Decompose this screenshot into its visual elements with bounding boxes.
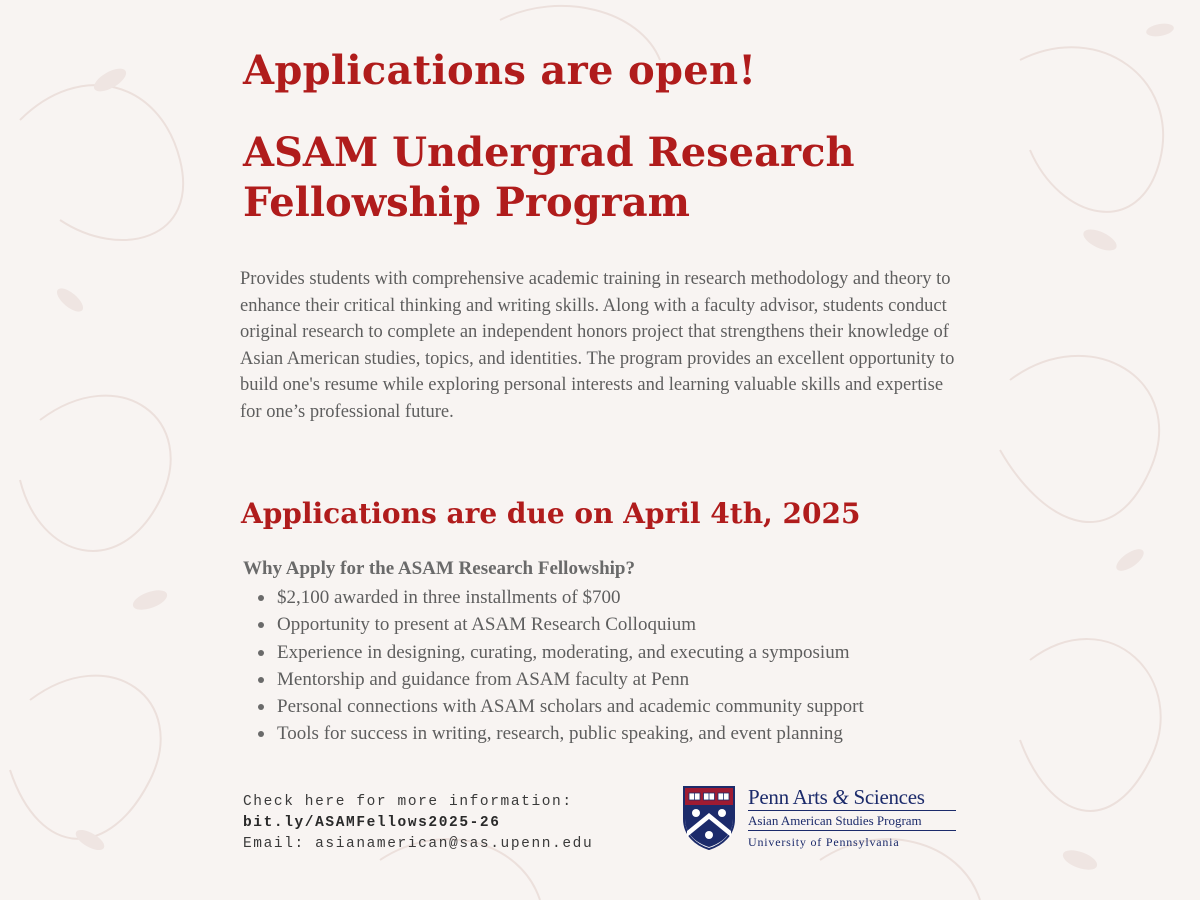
bullet-icon xyxy=(258,622,264,628)
bullet-icon xyxy=(258,704,264,710)
program-title: ASAM Undergrad Research Fellowship Program xyxy=(243,129,855,226)
benefits-list xyxy=(258,584,864,748)
logo-university: University of Pennsylvania xyxy=(748,835,900,849)
benefit-text: $2,100 awarded in three installments of $700 xyxy=(277,587,621,608)
benefit-item xyxy=(258,720,864,747)
due-date-heading: Applications are due on April 4th, 2025 xyxy=(241,497,861,530)
benefit-text: Experience in designing, curating, moderating, and executing a symposium xyxy=(277,641,850,663)
bullet-icon xyxy=(258,731,264,737)
benefit-item xyxy=(258,639,864,666)
headline: Applications are open! xyxy=(243,47,757,94)
logo-divider xyxy=(748,830,956,831)
benefit-text: Tools for success in writing, research, public speaking, and event planning xyxy=(277,723,843,745)
logo-divider xyxy=(748,810,956,811)
logo-title: Penn Arts & Sciences xyxy=(748,785,925,809)
benefit-item xyxy=(258,584,864,611)
benefit-item xyxy=(258,611,864,638)
bullet-icon xyxy=(258,650,264,656)
logo-wordmark xyxy=(748,785,962,852)
program-description: Provides students with comprehensive academic training in research methodology and theory to enhance their critical thinking and writing skills. Along with a faculty advisor, students conduct original research to complete an independent honors project that strengthens their knowledge of Asian American studies, topics, and identities. The program provides an excellent opportunity to build one's resume while exploring personal interests and learning valuable skills and expertise for one’s professional future. xyxy=(240,269,955,422)
bullet-icon xyxy=(258,595,264,601)
benefit-text: Personal connections with ASAM scholars and academic community support xyxy=(277,696,864,718)
logo-program-name: Asian American Studies Program xyxy=(748,813,922,828)
contact-email[interactable]: Email: asianamerican@sas.upenn.edu xyxy=(243,836,594,852)
benefit-text: Mentorship and guidance from ASAM faculty at Penn xyxy=(277,668,690,690)
contact-info xyxy=(243,792,593,855)
penn-shield-icon xyxy=(682,785,736,851)
benefit-text: Opportunity to present at ASAM Research Colloquium xyxy=(277,614,697,636)
more-info-label: Check here for more information: xyxy=(243,794,573,810)
bullet-icon xyxy=(258,677,264,683)
info-link[interactable]: bit.ly/ASAMFellows2025-26 xyxy=(243,815,501,831)
why-apply-heading: Why Apply for the ASAM Research Fellowship? xyxy=(243,558,635,579)
benefit-item xyxy=(258,666,864,693)
penn-arts-sciences-logo xyxy=(682,785,962,855)
benefit-item xyxy=(258,693,864,720)
